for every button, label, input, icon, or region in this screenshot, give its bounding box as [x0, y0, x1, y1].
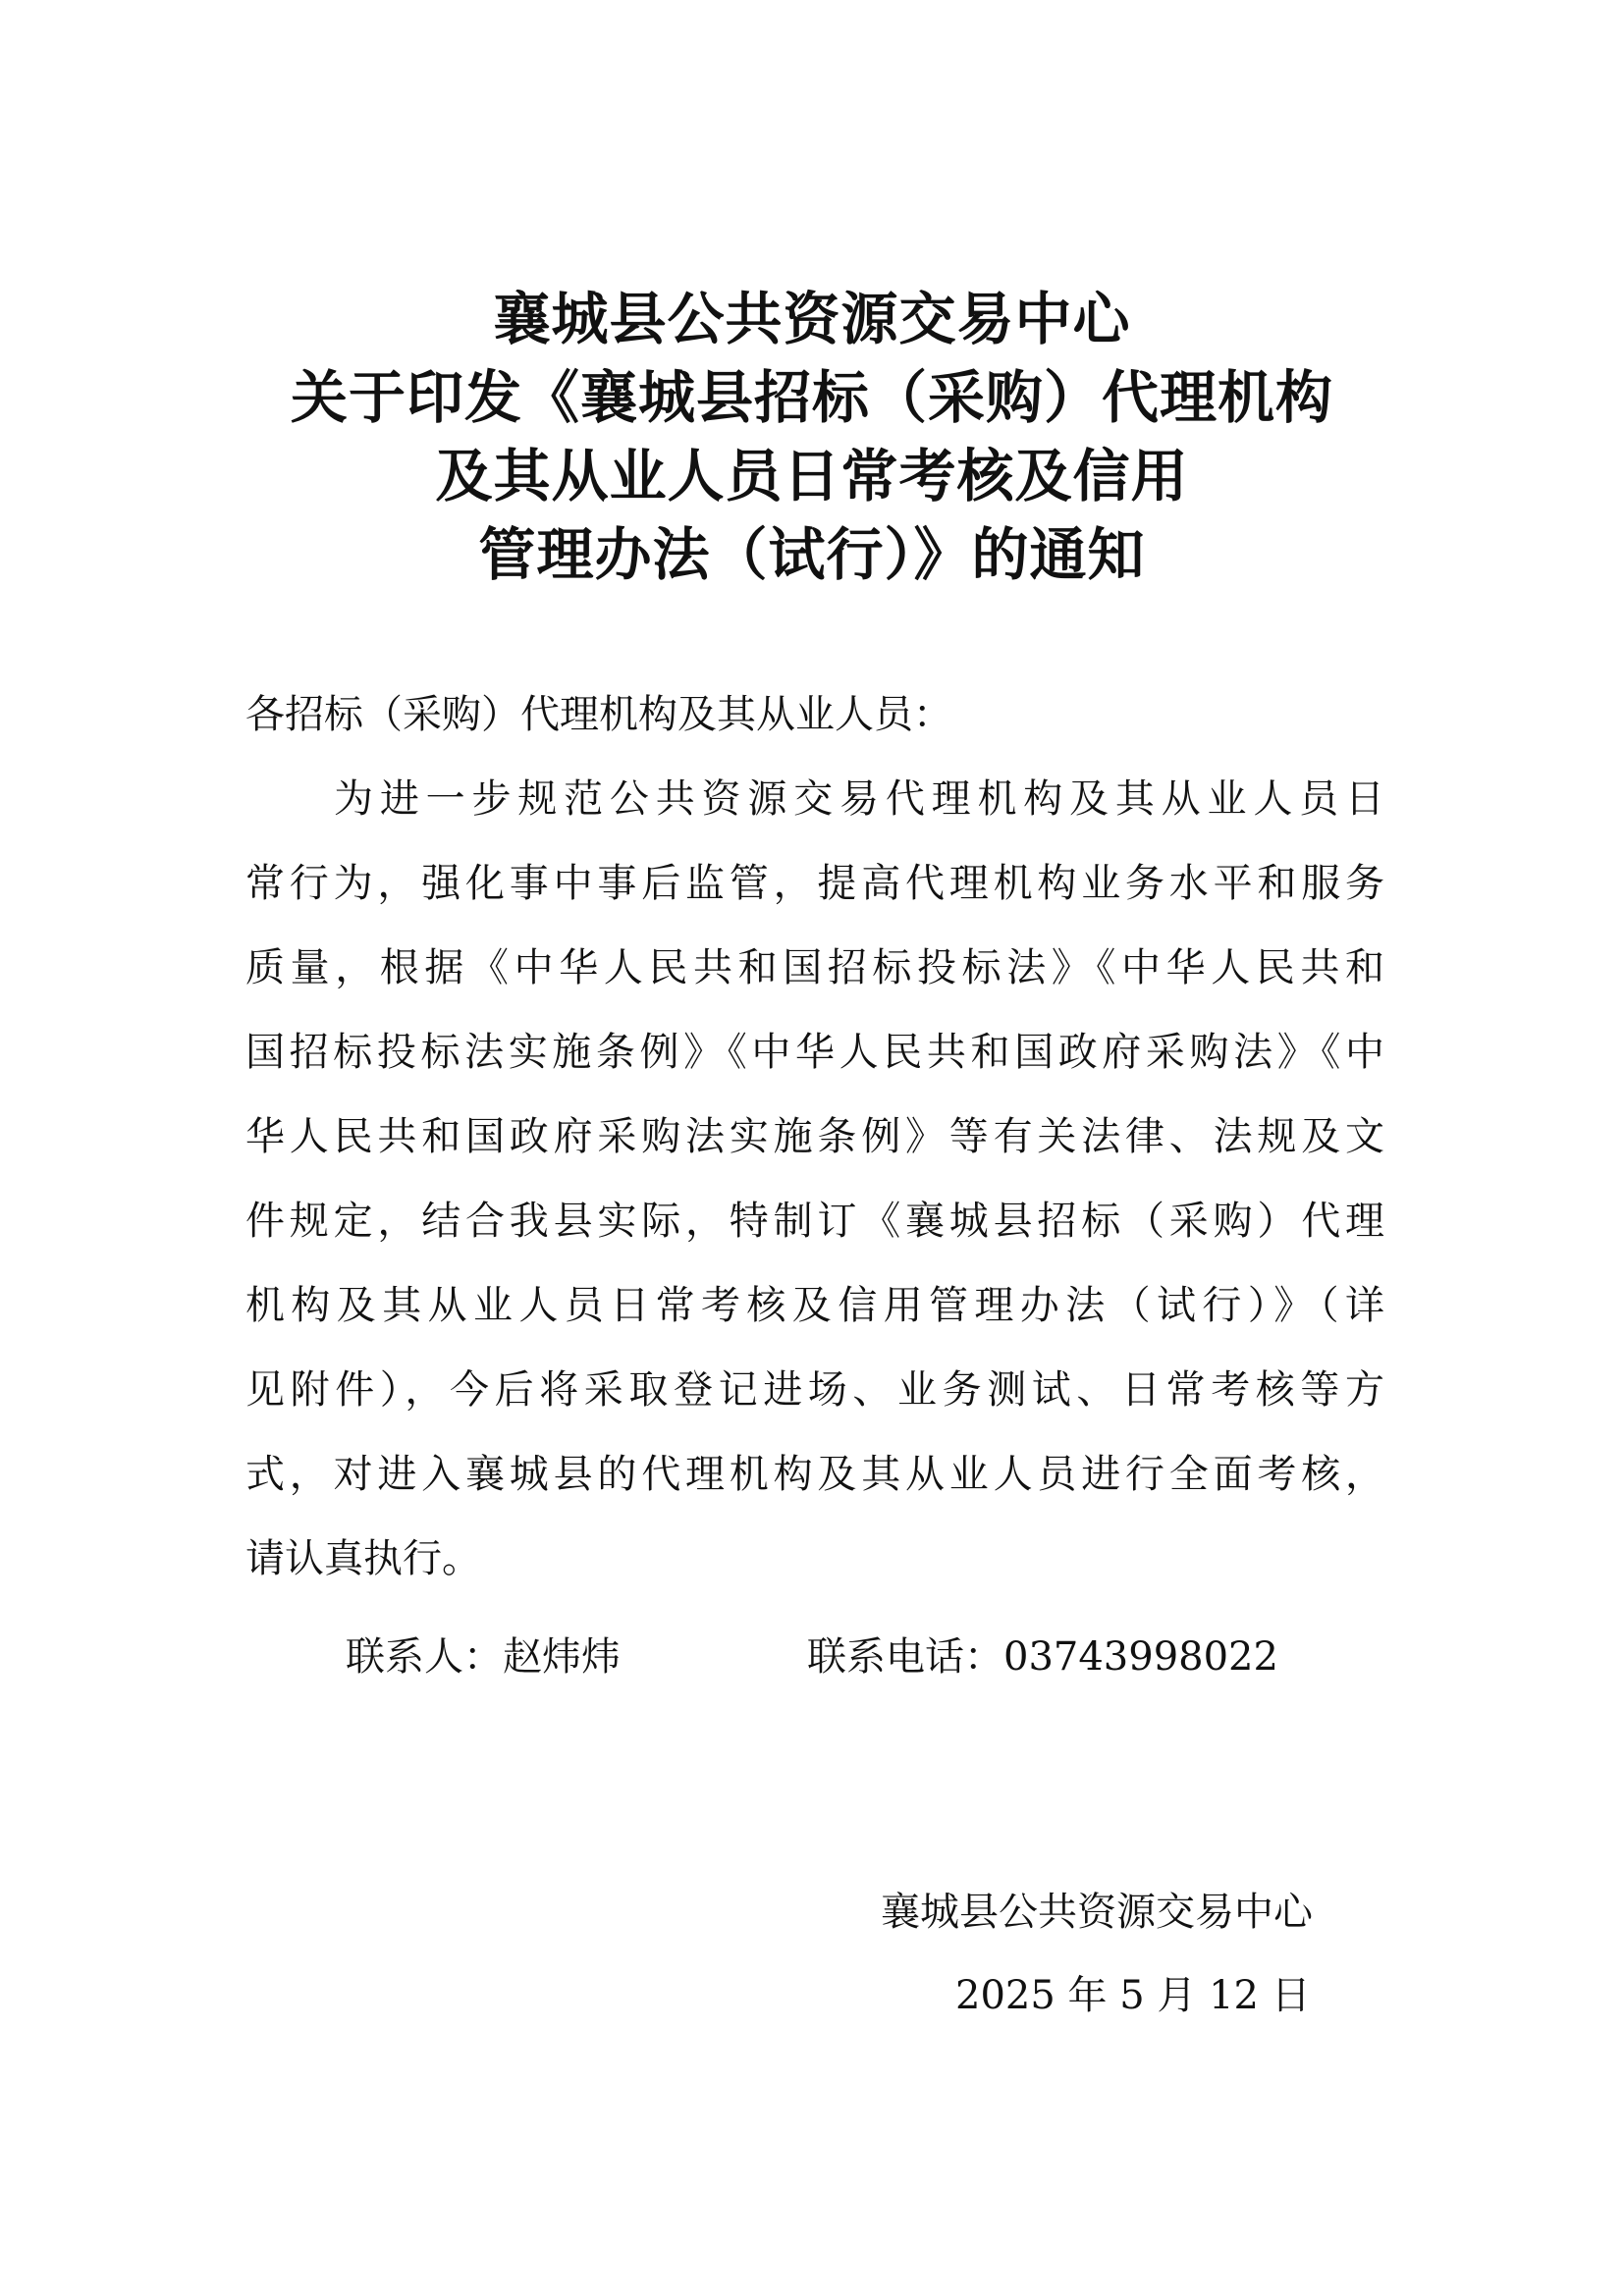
contact-phone: 联系电话：03743998022 [807, 1634, 1278, 1680]
body-line: 件规定，结合我县实际，特制订《襄城县招标（采购）代理 [245, 1199, 1384, 1244]
body-line: 常行为，强化事中事后监管，提高代理机构业务水平和服务 [245, 861, 1384, 906]
body-line: 机构及其从业人员日常考核及信用管理办法（试行）》（详 [245, 1283, 1384, 1328]
body-line: 为进一步规范公共资源交易代理机构及其从业人员日 [334, 776, 1384, 822]
body-line: 见附件），今后将采取登记进场、业务测试、日常考核等方 [245, 1367, 1384, 1413]
contact-person: 联系人：赵炜炜 [346, 1634, 621, 1680]
document-title [0, 280, 1624, 594]
title-line-1: 襄城县公共资源交易中心 [493, 286, 1131, 352]
signature-org: 襄城县公共资源交易中心 [881, 1890, 1313, 1935]
title-line-3: 及其从业人员日常考核及信用 [435, 443, 1189, 509]
signature-date: 2025 年 5 月 12 日 [955, 1973, 1311, 2018]
title-line-2: 关于印发《襄城县招标（采购）代理机构 [290, 364, 1333, 431]
body-line: 国招标投标法实施条例》《中华人民共和国政府采购法》《中 [245, 1030, 1384, 1075]
body-line: 质量，根据《中华人民共和国招标投标法》《中华人民共和 [245, 945, 1384, 990]
body-line: 请认真执行。 [245, 1536, 481, 1581]
salutation: 各招标（采购）代理机构及其从业人员： [245, 692, 952, 737]
title-line-4: 管理办法（试行）》的通知 [478, 521, 1146, 588]
body-line: 式，对进入襄城县的代理机构及其从业人员进行全面考核， [245, 1452, 1384, 1497]
body-line: 华人民共和国政府采购法实施条例》等有关法律、法规及文 [245, 1114, 1384, 1159]
